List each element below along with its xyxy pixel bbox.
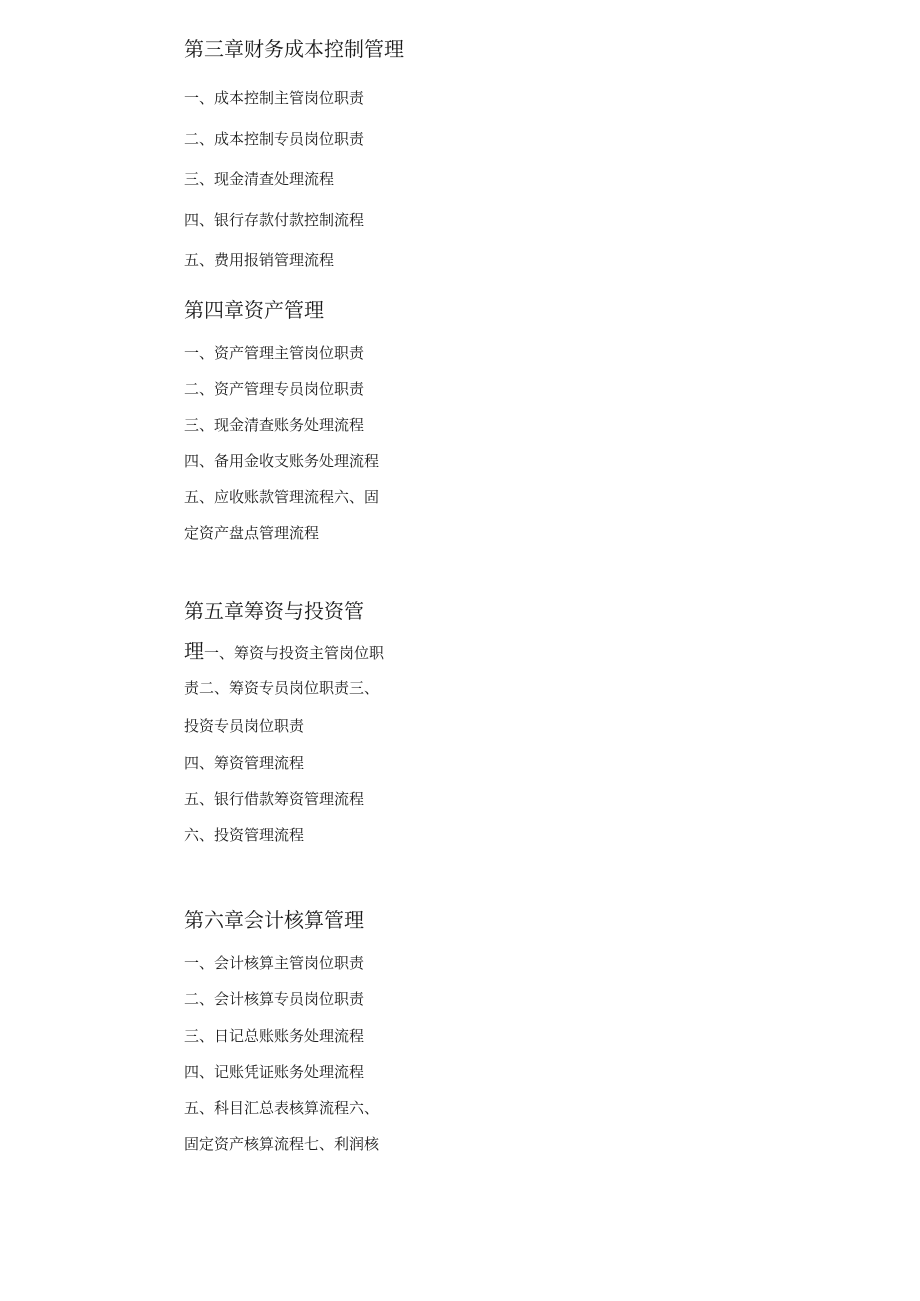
chapter-4-item-1: 一、资产管理主管岗位职责 [184, 344, 365, 362]
chapter-5-item-2: 责二、筹资专员岗位职责三、 [184, 679, 380, 697]
chapter-3-item-4: 四、银行存款付款控制流程 [184, 211, 365, 229]
chapter-3-heading: 第三章财务成本控制管理 [184, 37, 404, 61]
chapter-4-item-3: 三、现金清查账务处理流程 [184, 416, 365, 434]
chapter-6-item-4: 四、记账凭证账务处理流程 [184, 1063, 365, 1081]
chapter-6-item-3: 三、日记总账账务处理流程 [184, 1027, 365, 1045]
chapter-5-item-4: 四、筹资管理流程 [184, 754, 305, 772]
chapter-5-item-6: 六、投资管理流程 [184, 826, 305, 844]
chapter-4-item-6: 定资产盘点管理流程 [184, 524, 320, 542]
chapter-5-item-5: 五、银行借款筹资管理流程 [184, 790, 365, 808]
chapter-6-item-1: 一、会计核算主管岗位职责 [184, 954, 365, 972]
chapter-3-item-2: 二、成本控制专员岗位职责 [184, 130, 365, 148]
chapter-3-item-5: 五、费用报销管理流程 [184, 251, 335, 269]
chapter-4-heading: 第四章资产管理 [184, 298, 324, 322]
chapter-4-item-2: 二、资产管理专员岗位职责 [184, 380, 365, 398]
chapter-5-heading-continuation [184, 641, 384, 661]
chapter-5-item-1-start: 一、筹资与投资主管岗位职 [204, 644, 385, 662]
chapter-5-heading: 第五章筹资与投资管 [184, 599, 364, 623]
chapter-5-heading-tail: 理 [184, 639, 204, 663]
chapter-6-item-6: 固定资产核算流程七、利润核 [184, 1135, 380, 1153]
chapter-5-item-3: 投资专员岗位职责 [184, 717, 305, 735]
chapter-3-item-3: 三、现金清查处理流程 [184, 170, 335, 188]
chapter-6-item-5: 五、科目汇总表核算流程六、 [184, 1099, 380, 1117]
chapter-4-item-4: 四、备用金收支账务处理流程 [184, 452, 380, 470]
chapter-6-heading: 第六章会计核算管理 [184, 908, 364, 932]
chapter-6-item-2: 二、会计核算专员岗位职责 [184, 990, 365, 1008]
chapter-4-item-5: 五、应收账款管理流程六、固 [184, 488, 380, 506]
chapter-3-item-1: 一、成本控制主管岗位职责 [184, 89, 365, 107]
